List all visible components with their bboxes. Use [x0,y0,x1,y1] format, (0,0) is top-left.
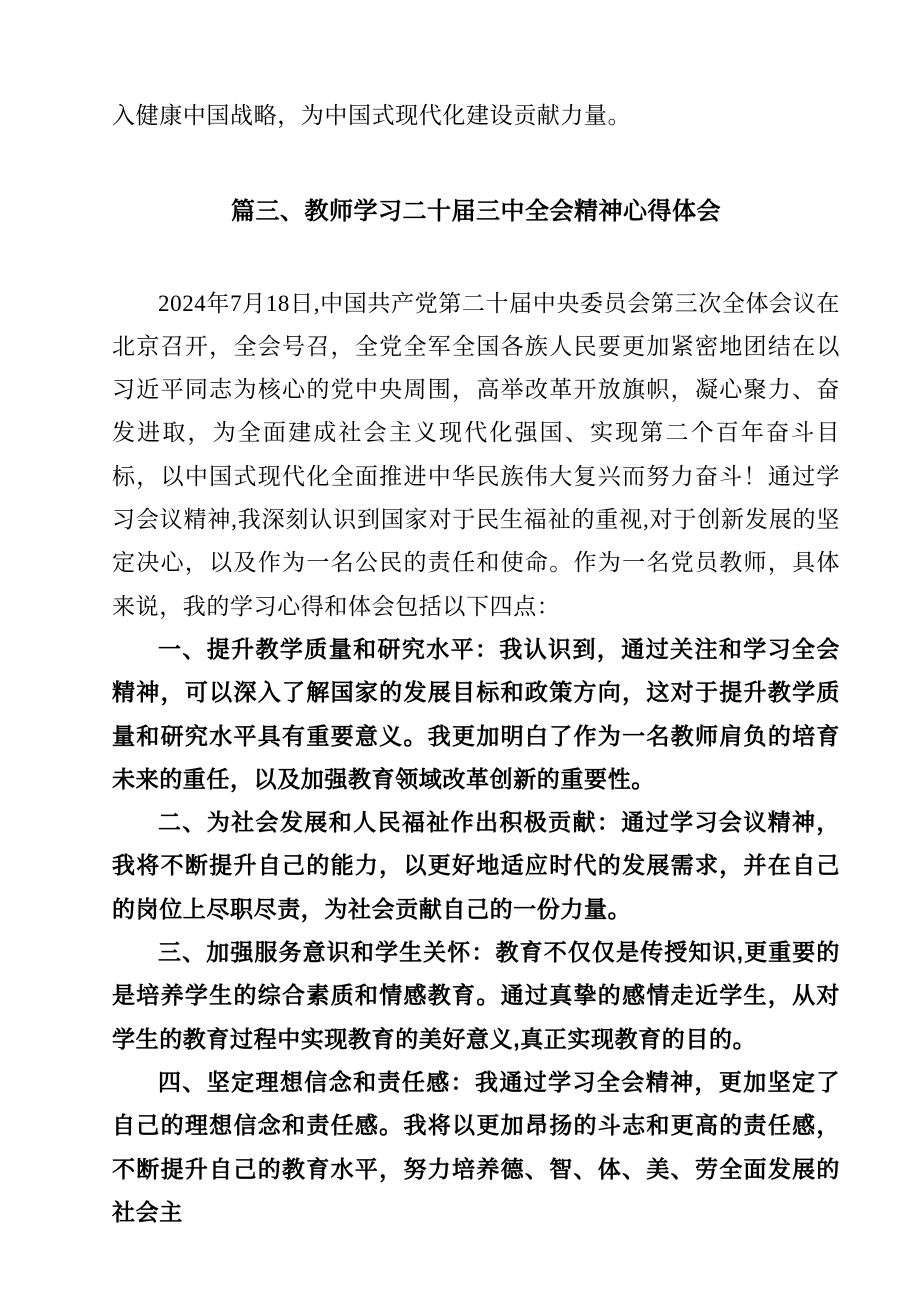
paragraph-point-4: 四、坚定理想信念和责任感：我通过学习全会精神，更加坚定了自己的理想信念和责任感。我将以更加昂扬的斗志和更高的责任感，不断提升自己的教育水平，努力培养德、智、体、美、劳全面发展的社会主 [112,1068,840,1225]
paragraph-continuation-line: 入健康中国战略，为中国式现代化建设贡献力量。 [112,103,632,128]
paragraph-opening: 2024年7月18日,中国共产党第二十届中央委员会第三次全体会议在北京召开，全会号召，全党全军全国各族人民要更加紧密地团结在以习近平同志为核心的党中央周围，高举改革开放旗帜，凝心聚力、奋发进取，为全面建成社会主义现代化强国、实现第二个百年奋斗目标，以中国式现代化全面推进中华民族伟大复兴而努力奋斗！通过学习会议精神,我深刻认识到国家对于民生福祉的重视,对于创新发展的坚定决心，以及作为一名公民的责任和使命。作为一名党员教师，具体来说，我的学习心得和体会包括以下四点： [112,290,840,619]
paragraph-point-3: 三、加强服务意识和学生关怀：教育不仅仅是传授知识,更重要的是培养学生的综合素质和情感教育。通过真挚的感情走近学生，从对学生的教育过程中实现教育的美好意义,真正实现教育的目的。 [112,939,840,1052]
document-text-block [112,94,840,1234]
paragraph-point-1: 一、提升教学质量和研究水平：我认识到，通过关注和学习全会精神，可以深入了解国家的发展目标和政策方向，这对于提升教学质量和研究水平具有重要意义。我更加明白了作为一名教师肩负的培育未来的重任，以及加强教育领域改革创新的重要性。 [112,635,840,792]
paragraph-point-2: 二、为社会发展和人民福祉作出积极贡献：通过学习会议精神，我将不断提升自己的能力，以更好地适应时代的发展需求，并在自己的岗位上尽职尽责，为社会贡献自己的一份力量。 [112,809,840,922]
section-heading: 篇三、教师学习二十届三中全会精神心得体会 [231,198,721,226]
